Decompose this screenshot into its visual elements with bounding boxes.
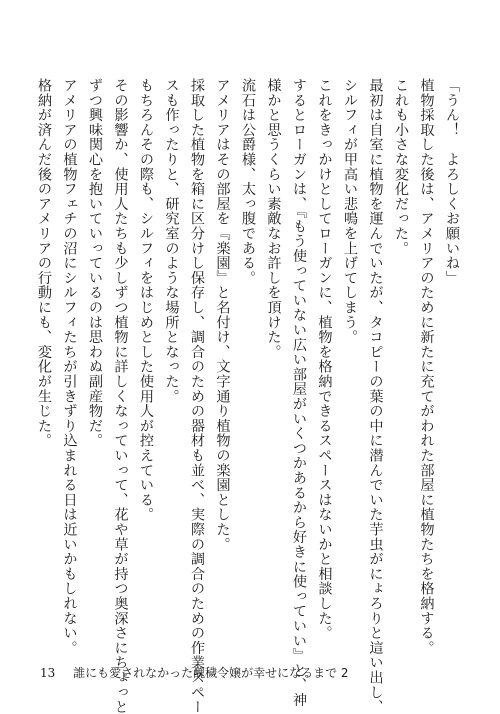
text-line: これをきっかけとしてローガンに、植物を格納できるスペースはないかと相談した。 bbox=[316, 78, 333, 641]
text-line: 格納が済んだ後のアメリアの行動にも、変化が生じた。 bbox=[36, 78, 52, 448]
text-line: 最初は自室に植物を運んでいたが、タコピーの葉の中に潜んでいた芋虫がにょろりと這い出し、 bbox=[367, 78, 384, 714]
text-line: 様かと思うくらい素敵なお許しを頂けた。 bbox=[265, 78, 282, 360]
text-line: 植物採取した後は、アメリアのために新たに充てがわれた部屋に植物たちを格納する。 bbox=[418, 78, 435, 656]
text-line: アメリアの植物フェチの沼にシルフィたちが引きずり込まれる日は近いかもしれない。 bbox=[61, 78, 78, 656]
text-line: 「うん！ よろしくお願いね」 bbox=[444, 78, 460, 286]
text-line: 流石は公爵様、太っ腹である。 bbox=[240, 78, 256, 286]
text-line: スも作ったりと、研究室のような場所となった。 bbox=[163, 78, 180, 404]
page-number: 13 bbox=[40, 666, 56, 680]
book-title: 誰にも愛されなかった醜穢令嬢が幸せになるまで 2 bbox=[73, 666, 349, 680]
page-footer bbox=[40, 664, 349, 681]
text-line: シルフィが甲高い悲鳴を上げてしまう。 bbox=[342, 78, 358, 345]
text-line: もちろんその際も、シルフィをはじめとした使用人が控えている。 bbox=[138, 78, 154, 522]
text-line: するとローガンは、『もう使っていない広い部屋がいくつかあるから好きに使っていい』と、神 bbox=[291, 78, 307, 708]
text-line: アメリアはその部屋を『楽園』と名付け、文字通り植物の楽園とした。 bbox=[214, 78, 231, 552]
text-line: これも小さな変化だった。 bbox=[393, 78, 409, 256]
text-line: 採取した植物を箱に区分けし保存し、調合のための器材も並べ、実際の調合のための作業スペー bbox=[189, 78, 205, 714]
text-line: その影響か、使用人たちも少しずつ植物に詳しくなっていって、花や草が持つ奥深さにちょっと bbox=[112, 78, 129, 714]
text-line: ずつ興味関心を抱いていっているのは思わぬ副産物だ。 bbox=[87, 78, 103, 448]
